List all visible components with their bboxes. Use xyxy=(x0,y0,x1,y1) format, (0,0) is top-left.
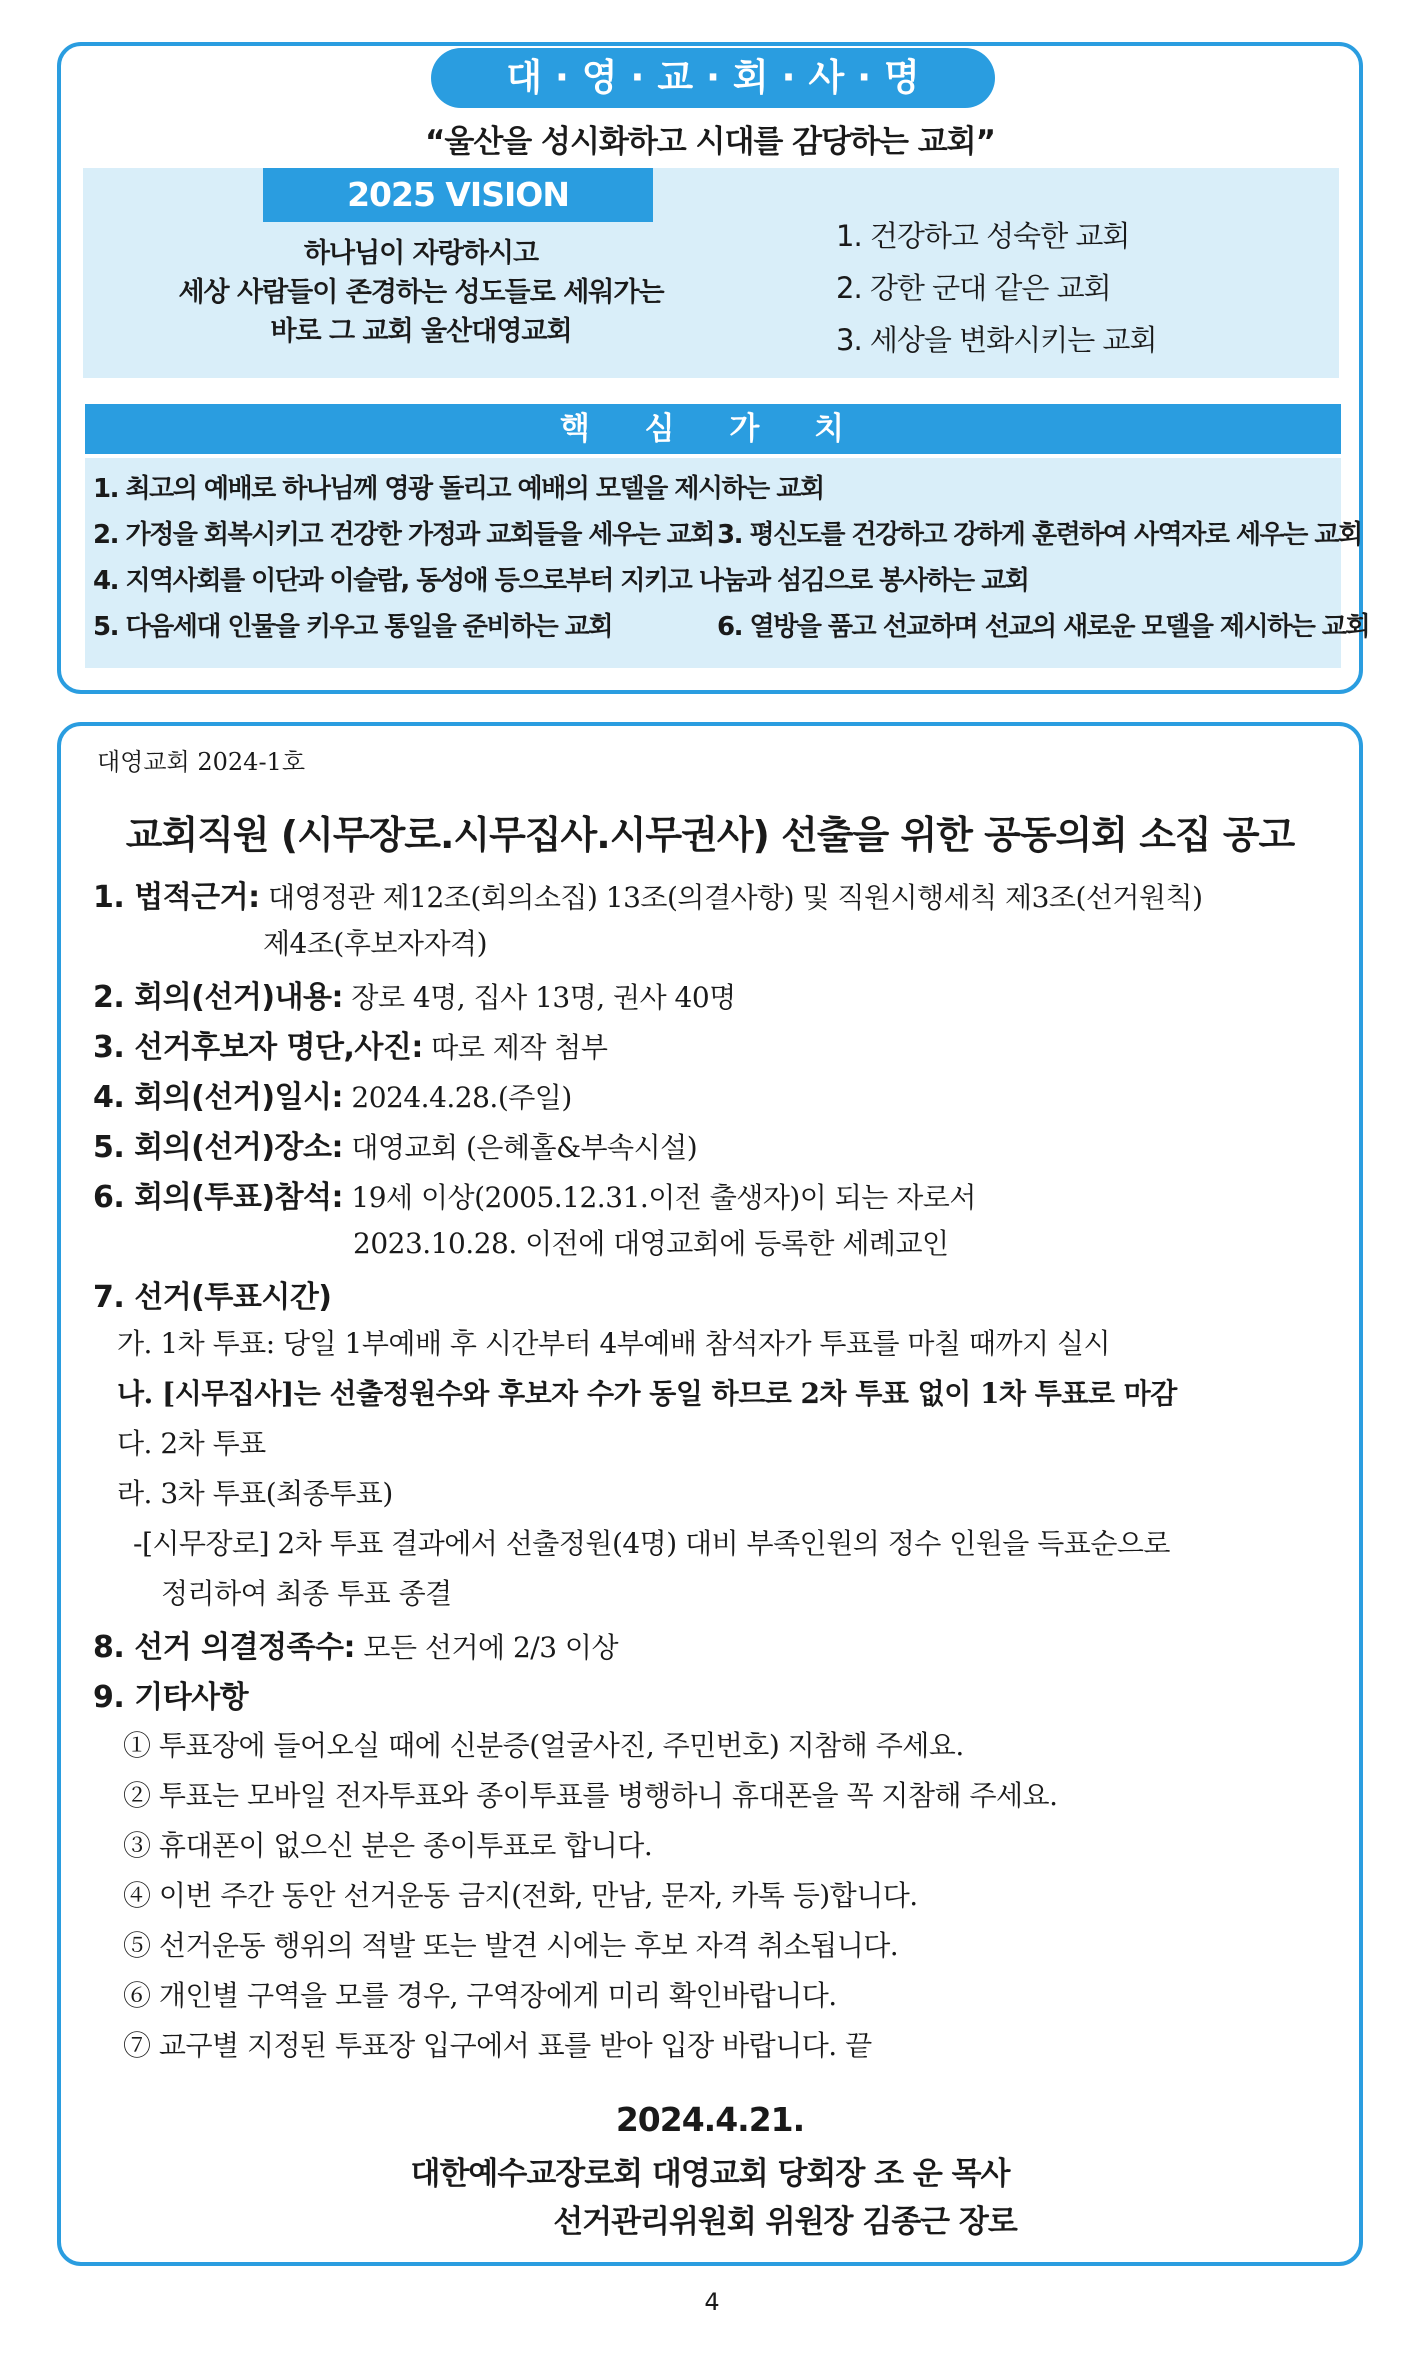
notice-date: 2024.4.21. xyxy=(615,2100,805,2139)
item-label: 5. 회의(선거)장소: xyxy=(93,1130,344,1165)
notice-item xyxy=(93,1672,248,1716)
etc-item: ③ 휴대폰이 없으신 분은 종이투표로 합니다. xyxy=(123,1829,653,1862)
item-label: 4. 회의(선거)일시: xyxy=(93,1080,344,1115)
voting-line: 라. 3차 투표(최종투표) xyxy=(117,1477,393,1510)
item-value: 2024.4.28.(주일) xyxy=(343,1081,572,1114)
item-value: 모든 선거에 2/3 이상 xyxy=(355,1631,619,1664)
etc-item: ⑦ 교구별 지정된 투표장 입구에서 표를 받아 입장 바랍니다. 끝 xyxy=(123,2029,872,2062)
notice-box xyxy=(57,722,1363,2266)
voting-line: 가. 1차 투표: 당일 1부예배 후 시간부터 4부예배 참석자가 투표를 마칠 때까지 실시 xyxy=(117,1327,1111,1360)
voting-line: 다. 2차 투표 xyxy=(117,1427,266,1460)
item-label: 7. 선거(투표시간) xyxy=(93,1280,332,1315)
item-value: 19세 이상(2005.12.31.이전 출생자)이 되는 자로서 xyxy=(343,1181,976,1214)
item-value: 장로 4명, 집사 13명, 권사 40명 xyxy=(343,981,736,1014)
vision-label: 2025 VISION xyxy=(263,168,653,222)
signer-line: 대한예수교장로회 대영교회 당회장 조 운 목사 xyxy=(410,2156,1010,2192)
signer-line: 선거관리위원회 위원장 김종근 장로 xyxy=(553,2204,1017,2240)
core-value-item: 1. 최고의 예배로 하나님께 영광 돌리고 예배의 모델을 제시하는 교회 xyxy=(93,474,824,504)
notice-item xyxy=(93,1172,976,1216)
mission-box xyxy=(57,42,1370,694)
core-value-item: 4. 지역사회를 이단과 이슬람, 동성애 등으로부터 지키고 나눔과 섬김으로 봉사하는 교회 xyxy=(93,566,1029,596)
item-label: 6. 회의(투표)참석: xyxy=(93,1180,344,1215)
item-continuation: 2023.10.28. 이전에 대영교회에 등록한 세례교인 xyxy=(353,1227,949,1260)
core-value-item: 6. 열방을 품고 선교하며 선교의 새로운 모델을 제시하는 교회 xyxy=(717,612,1370,642)
item-label: 1. 법적근거: xyxy=(93,880,260,915)
item-label: 3. 선거후보자 명단,사진: xyxy=(93,1030,423,1065)
core-value-item: 3. 평신도를 건강하고 강하게 훈련하여 사역자로 세우는 교회 xyxy=(717,520,1362,550)
vision-line: 세상 사람들이 존경하는 성도들로 세워가는 xyxy=(178,277,664,308)
voting-line: -[시무장로] 2차 투표 결과에서 선출정원(4명) 대비 부족인원의 정수 인원을 득표순으로 xyxy=(133,1527,1170,1560)
item-continuation: 제4조(후보자자격) xyxy=(263,927,487,960)
mission-title: 대 · 영 · 교 · 회 · 사 · 명 xyxy=(431,48,995,108)
vision-statement xyxy=(151,234,691,351)
notice-item xyxy=(93,1622,618,1666)
item-label: 2. 회의(선거)내용: xyxy=(93,980,344,1015)
goal-item: 1. 건강하고 성숙한 교회 xyxy=(836,219,1130,253)
item-label: 8. 선거 의결정족수: xyxy=(93,1630,356,1665)
notice-item xyxy=(93,1272,332,1316)
etc-item: ② 투표는 모바일 전자투표와 종이투표를 병행하니 휴대폰을 꼭 지참해 주세요. xyxy=(123,1779,1058,1812)
notice-item xyxy=(93,972,736,1016)
core-values-title: 핵 심 가 치 xyxy=(85,404,1341,454)
item-value: 따로 제작 첨부 xyxy=(422,1031,608,1064)
voting-line: 나. [시무집사]는 선출정원수와 후보자 수가 동일 하므로 2차 투표 없이 1차 투표로 마감 xyxy=(117,1377,1177,1410)
item-label: 9. 기타사항 xyxy=(93,1680,249,1715)
notice-title: 교회직원 (시무장로.시무집사.시무권사) 선출을 위한 공동의회 소집 공고 xyxy=(125,813,1295,857)
etc-item: ④ 이번 주간 동안 선거운동 금지(전화, 만남, 문자, 카톡 등)합니다. xyxy=(123,1879,918,1912)
core-value-item: 5. 다음세대 인물을 키우고 통일을 준비하는 교회 xyxy=(93,612,612,642)
goal-item: 3. 세상을 변화시키는 교회 xyxy=(836,323,1157,357)
goal-item: 2. 강한 군대 같은 교회 xyxy=(836,271,1111,305)
item-value: 대영정관 제12조(회의소집) 13조(의결사항) 및 직원시행세칙 제3조(선거원칙) xyxy=(259,881,1203,914)
notice-item xyxy=(93,872,1203,916)
doc-number: 대영교회 2024-1호 xyxy=(97,748,306,776)
core-values-panel xyxy=(85,458,1370,668)
core-value-item: 2. 가정을 회복시키고 건강한 가정과 교회들을 세우는 교회 xyxy=(93,520,714,550)
vision-line: 하나님이 자랑하시고 xyxy=(303,238,539,269)
notice-item xyxy=(93,1122,697,1166)
notice-item xyxy=(93,1022,607,1066)
motto: “울산을 성시화하고 시대를 감당하는 교회” xyxy=(425,124,995,160)
etc-item: ① 투표장에 들어오실 때에 신분증(얼굴사진, 주민번호) 지참해 주세요. xyxy=(123,1729,964,1762)
notice-item xyxy=(93,1072,572,1116)
voting-line: 정리하여 최종 투표 종결 xyxy=(161,1577,452,1610)
etc-item: ⑤ 선거운동 행위의 적발 또는 발견 시에는 후보 자격 취소됩니다. xyxy=(123,1929,899,1962)
etc-item: ⑥ 개인별 구역을 모를 경우, 구역장에게 미리 확인바랍니다. xyxy=(123,1979,837,2012)
item-value: 대영교회 (은혜홀&부속시설) xyxy=(343,1131,698,1164)
page-number: 4 xyxy=(704,2288,720,2316)
goals-list xyxy=(836,210,1156,366)
vision-line: 바로 그 교회 울산대영교회 xyxy=(270,316,572,347)
